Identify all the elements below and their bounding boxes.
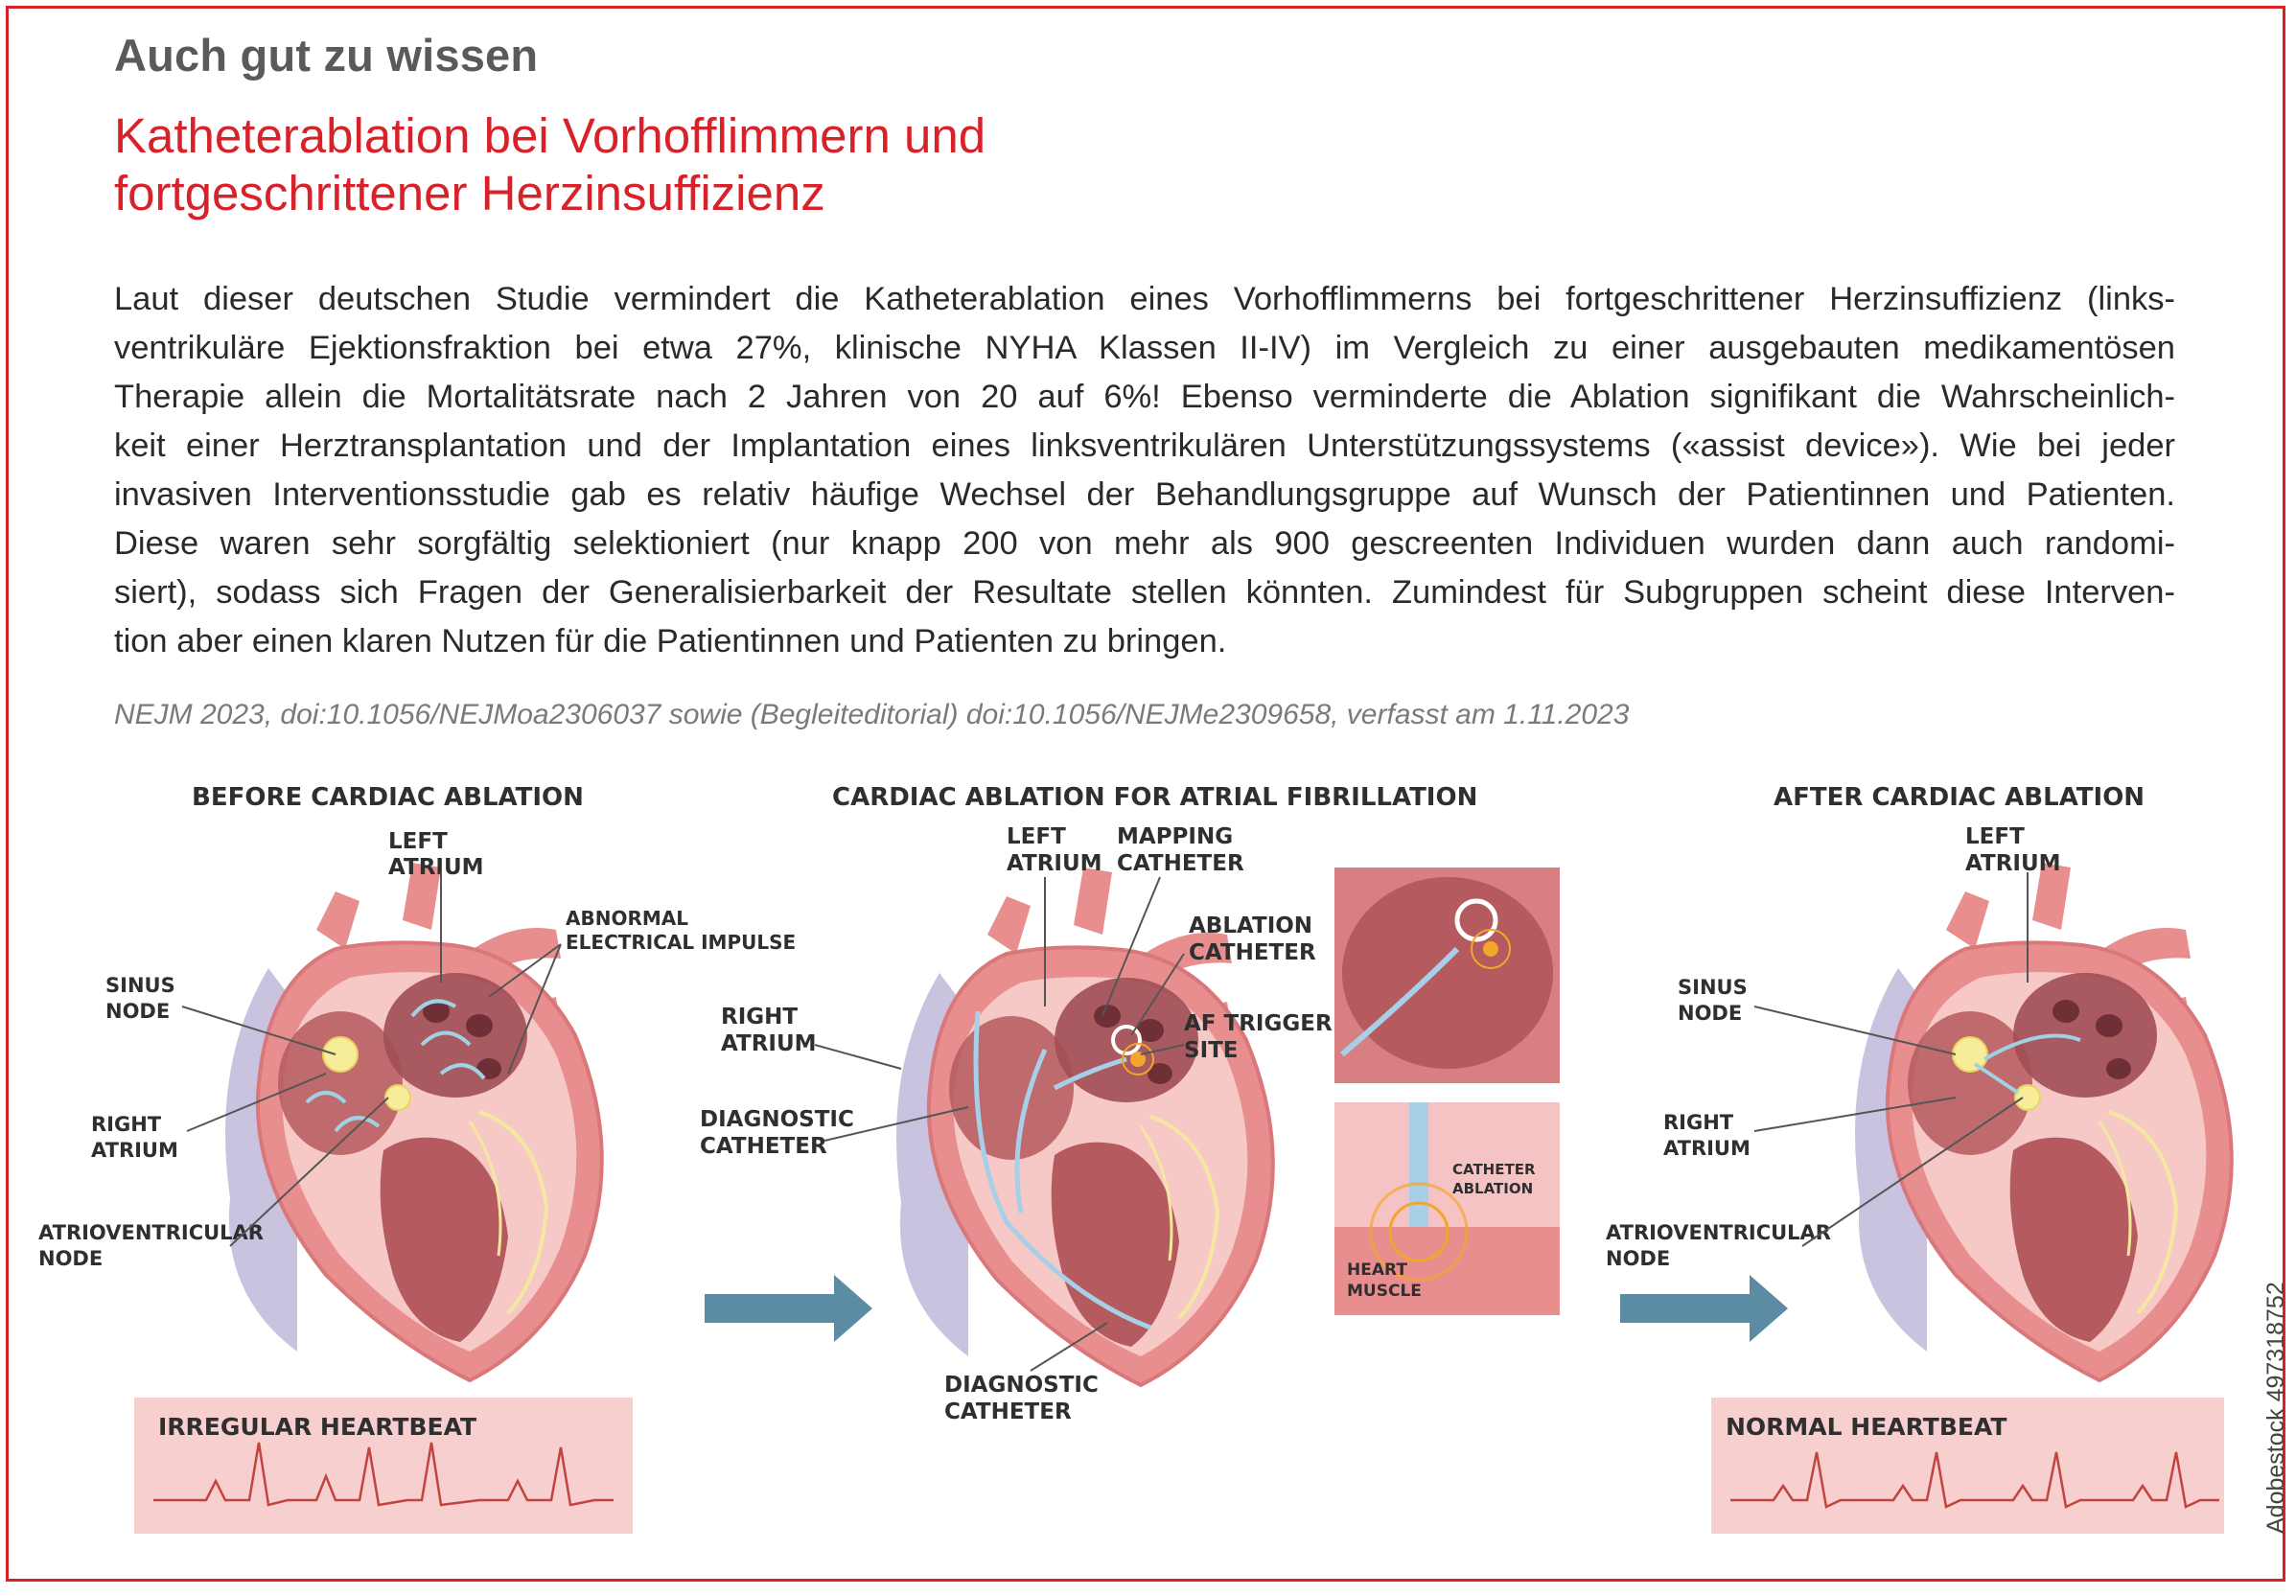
after-left-atrium-1: LEFT bbox=[1965, 824, 2025, 849]
headline bbox=[114, 107, 1552, 222]
during-diag-catheter-4: CATHETER bbox=[944, 1399, 1072, 1424]
during-left-atrium-1: LEFT bbox=[1007, 824, 1066, 849]
panel-during bbox=[700, 783, 1560, 1424]
before-abnormal-1: ABNORMAL bbox=[566, 907, 688, 930]
after-av-node-2: NODE bbox=[1606, 1247, 1671, 1270]
after-right-atrium-1: RIGHT bbox=[1663, 1111, 1734, 1134]
body-paragraph bbox=[114, 275, 2175, 666]
during-left-atrium-2: ATRIUM bbox=[1007, 851, 1102, 876]
inset-catheter-1: CATHETER bbox=[1452, 1161, 1536, 1178]
during-ablation-2: CATHETER bbox=[1189, 940, 1316, 965]
inset-heart-muscle-1: HEART bbox=[1347, 1261, 1407, 1280]
after-av-node-1: ATRIOVENTRICULAR bbox=[1606, 1221, 1831, 1244]
before-sinus-node-2: NODE bbox=[105, 1000, 171, 1023]
during-diag-catheter-1: DIAGNOSTIC bbox=[700, 1107, 854, 1132]
before-av-node-1: ATRIOVENTRICULAR bbox=[38, 1221, 264, 1244]
body-line: keit einer Herztransplantation und der Implantation eines linksventrikulären Unterstützungssystems («assist device»). Wie bei jeder bbox=[114, 428, 2175, 464]
during-diag-catheter-3: DIAGNOSTIC bbox=[944, 1373, 1099, 1398]
after-right-atrium-2: ATRIUM bbox=[1663, 1137, 1751, 1160]
before-title: BEFORE CARDIAC ABLATION bbox=[192, 783, 584, 812]
during-diag-catheter-2: CATHETER bbox=[700, 1134, 827, 1159]
inset-heart-muscle-2: MUSCLE bbox=[1347, 1282, 1422, 1301]
before-left-atrium-2: ATRIUM bbox=[388, 855, 484, 880]
body-line: Diese waren sehr sorgfältig selektioniert (nur knapp 200 von mehr als 900 gescreenten Individuen wurden dann auch randomi- bbox=[114, 525, 2175, 562]
body-line: Therapie allein die Mortalitätsrate nach 2 Jahren von 20 auf 6%! Ebenso verminderte die Ablation signifikant die Wahrscheinlich- bbox=[114, 379, 2175, 415]
during-mapping-1: MAPPING bbox=[1117, 824, 1234, 849]
inset-catheter-2: ABLATION bbox=[1452, 1180, 1534, 1197]
during-mapping-2: CATHETER bbox=[1117, 851, 1244, 876]
arrow-icon bbox=[705, 1275, 872, 1342]
panel-before bbox=[38, 783, 799, 1534]
cardiac-ablation-illustration bbox=[29, 767, 2234, 1562]
after-sinus-node-2: NODE bbox=[1678, 1002, 1743, 1025]
headline-line-1: Katheterablation bei Vorhofflimmern und bbox=[114, 108, 986, 163]
during-right-atrium-1: RIGHT bbox=[721, 1005, 799, 1029]
during-af-trigger-2: SITE bbox=[1184, 1038, 1239, 1063]
during-title: CARDIAC ABLATION FOR ATRIAL FIBRILLATION bbox=[832, 783, 1478, 812]
body-line: ventrikuläre Ejektionsfraktion bei etwa 27%, klinische NYHA Klassen II-IV) im Vergleich zu einer ausgebauten medikamentösen bbox=[114, 330, 2175, 366]
during-ablation-1: ABLATION bbox=[1189, 914, 1313, 938]
before-abnormal-2: ELECTRICAL IMPULSE bbox=[566, 931, 797, 954]
after-title: AFTER CARDIAC ABLATION bbox=[1774, 783, 2145, 812]
body-line: tion aber einen klaren Nutzen für die Patientinnen und Patienten zu bringen. bbox=[114, 623, 1227, 659]
body-line: siert), sodass sich Fragen der Generalisierbarkeit der Resultate stellen könnten. Zumindest für Subgruppen scheint diese Interven- bbox=[114, 574, 2175, 611]
after-left-atrium-2: ATRIUM bbox=[1965, 851, 2061, 876]
before-sinus-node-1: SINUS bbox=[105, 974, 175, 997]
before-right-atrium-2: ATRIUM bbox=[91, 1139, 178, 1162]
during-af-trigger-1: AF TRIGGER bbox=[1184, 1011, 1333, 1036]
normal-heartbeat-label: NORMAL HEARTBEAT bbox=[1726, 1413, 2007, 1441]
during-right-atrium-2: ATRIUM bbox=[721, 1031, 817, 1056]
headline-line-2: fortgeschrittener Herzinsuffizienz bbox=[114, 166, 825, 220]
body-line: invasiven Interventionsstudie gab es relativ häufige Wechsel der Behandlungsgruppe auf Wunsch der Patientinnen und Patienten. bbox=[114, 476, 2175, 513]
reference-citation: NEJM 2023, doi:10.1056/NEJMoa2306037 sowie (Begleiteditorial) doi:10.1056/NEJMe2309658, verfasst am 1.11.2023 bbox=[114, 699, 1630, 730]
body-line: Laut dieser deutschen Studie vermindert die Katheterablation eines Vorhofflimmerns bei fortgeschrittener Herzinsuffizienz (links- bbox=[114, 281, 2175, 317]
image-credit: Adobestock 497318752 bbox=[2262, 1282, 2289, 1534]
arrow-icon bbox=[1620, 1275, 1788, 1342]
after-sinus-node-1: SINUS bbox=[1678, 976, 1748, 999]
heart-after-graphic bbox=[1855, 863, 2232, 1380]
panel-after bbox=[1606, 783, 2232, 1534]
before-av-node-2: NODE bbox=[38, 1247, 104, 1270]
before-right-atrium-1: RIGHT bbox=[91, 1113, 162, 1136]
before-left-atrium-1: LEFT bbox=[388, 829, 448, 854]
heart-before-graphic bbox=[225, 863, 602, 1380]
kicker-heading: Auch gut zu wissen bbox=[114, 30, 539, 81]
irregular-heartbeat-label: IRREGULAR HEARTBEAT bbox=[158, 1413, 477, 1441]
